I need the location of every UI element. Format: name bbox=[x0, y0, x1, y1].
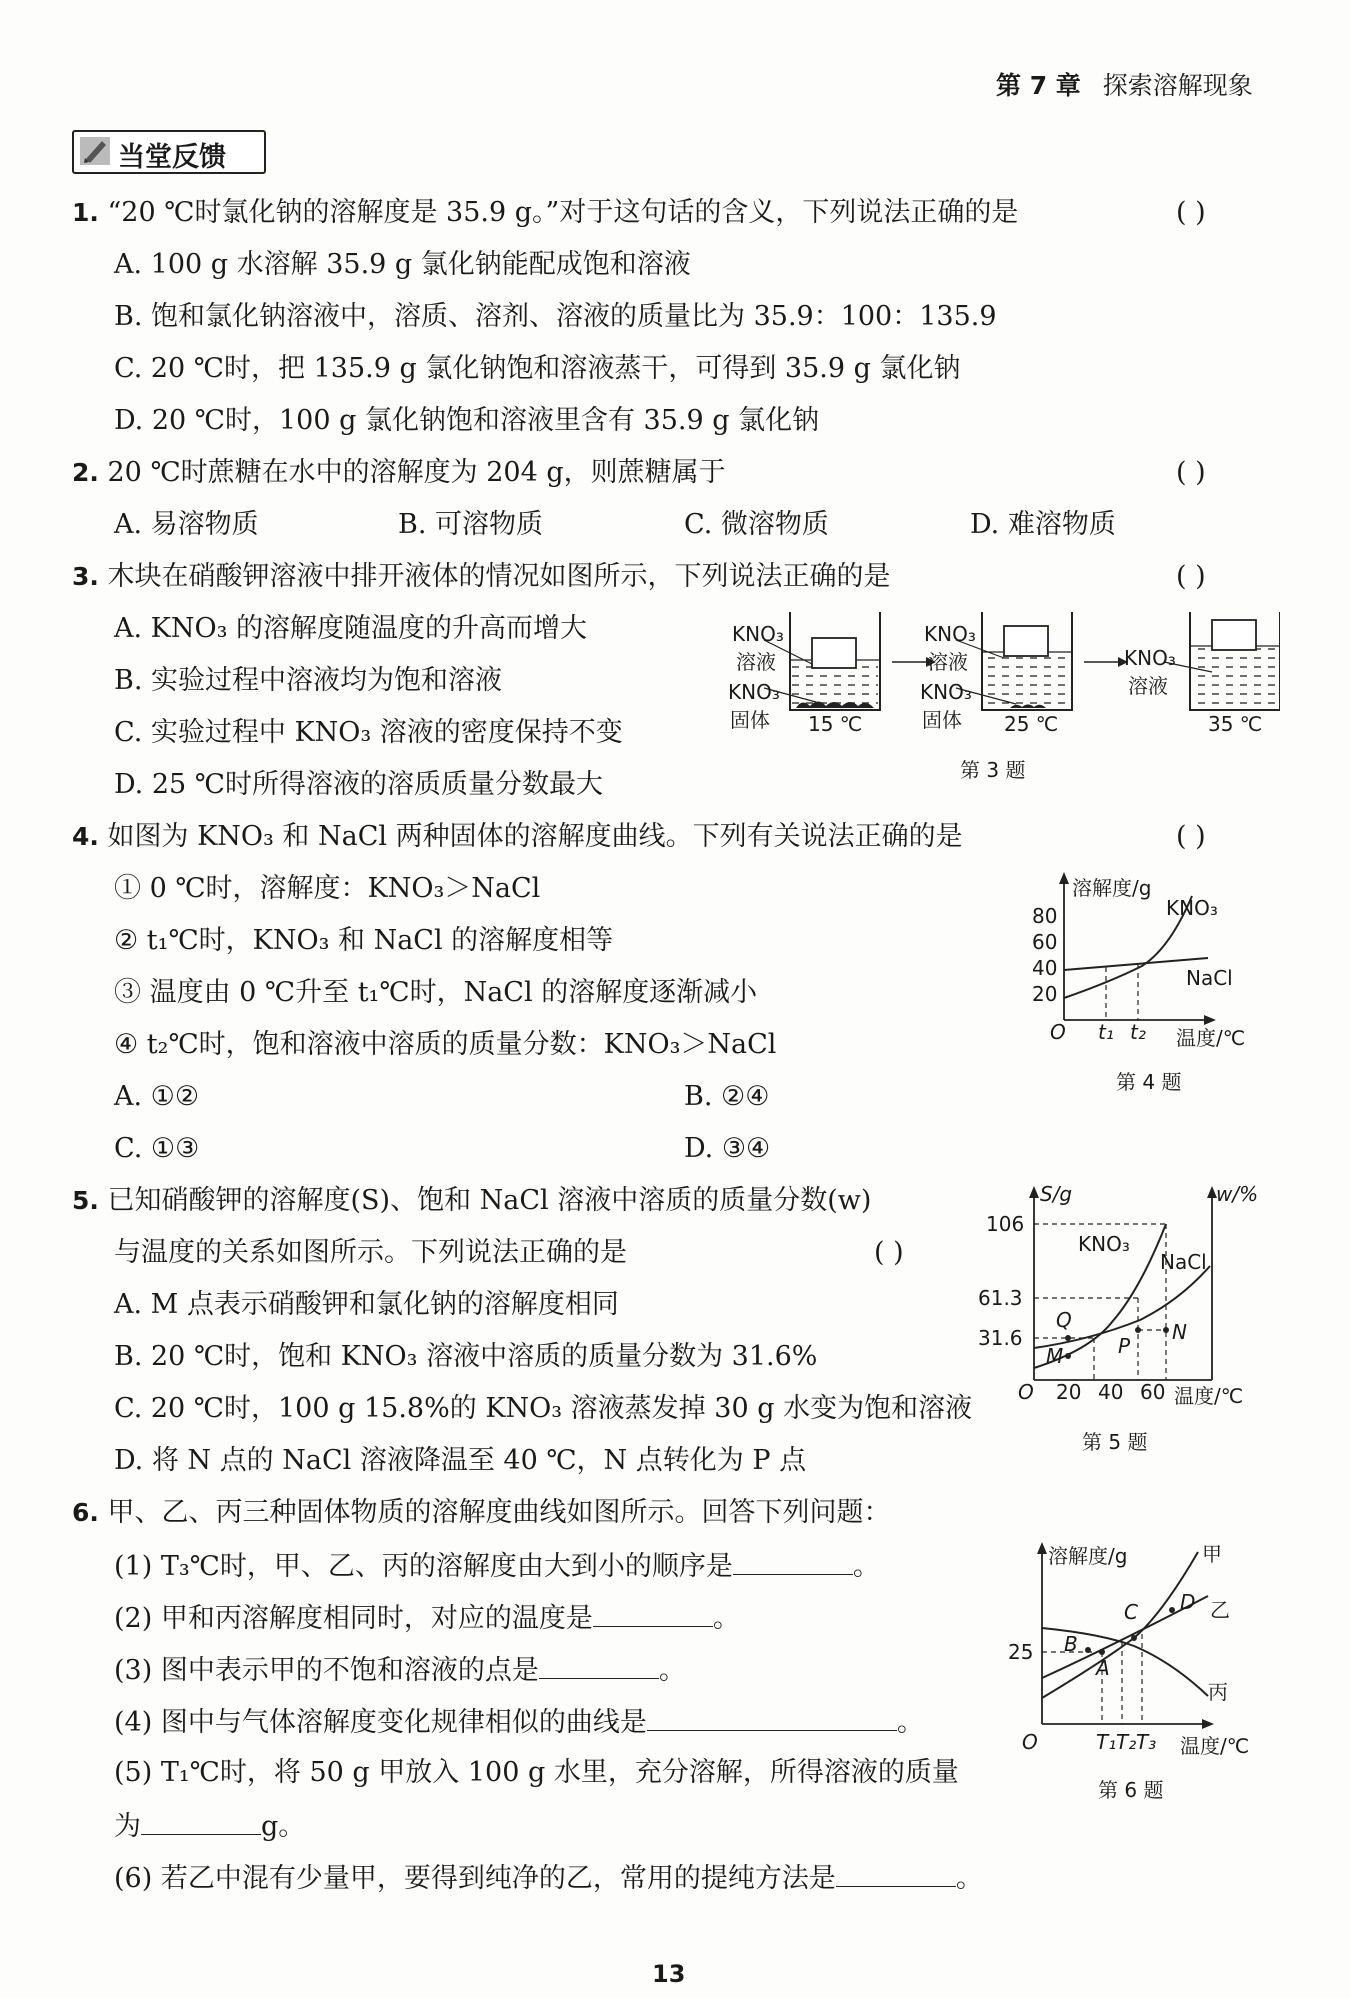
q3-figure bbox=[720, 600, 1280, 750]
q6-point-c bbox=[1131, 1635, 1137, 1641]
q3-solid-label-1b: 固体 bbox=[730, 708, 770, 732]
q6-answer-3[interactable] bbox=[539, 1652, 659, 1679]
q4-stem bbox=[72, 820, 963, 854]
q5-point-m bbox=[1065, 1353, 1071, 1359]
q6-xtick-t1: T₁ bbox=[1096, 1730, 1117, 1754]
q6-point-b bbox=[1085, 1647, 1091, 1653]
beaker-25c bbox=[982, 612, 1072, 710]
q6-part-5-pre: 为 bbox=[114, 1811, 141, 1842]
q5-option-d: D. 将 N 点的 NaCl 溶液降温至 40 ℃，N 点转化为 P 点 bbox=[114, 1445, 807, 1476]
q3-solution-label-3b: 溶液 bbox=[1128, 674, 1168, 698]
q6-ylabel: 溶解度/g bbox=[1048, 1544, 1128, 1568]
q6-part-4 bbox=[114, 1704, 924, 1740]
beaker-15c bbox=[790, 612, 880, 710]
q2-stem bbox=[72, 456, 726, 490]
q3-answer-paren[interactable]: ( ) bbox=[1176, 561, 1206, 592]
q6-origin: O bbox=[1022, 1730, 1038, 1754]
q5-answer-paren[interactable]: ( ) bbox=[874, 1237, 904, 1268]
q5-label-p: P bbox=[1118, 1334, 1131, 1358]
q4-xtick-t2: t₂ bbox=[1130, 1020, 1146, 1044]
q5-point-n bbox=[1163, 1327, 1169, 1333]
q6-answer-5[interactable] bbox=[141, 1808, 261, 1835]
q5-number: 5. bbox=[72, 1186, 99, 1215]
q6-part-3 bbox=[114, 1652, 686, 1688]
q6-stem-text: 甲、乙、丙三种固体物质的溶解度曲线如图所示。回答下列问题： bbox=[107, 1497, 891, 1528]
q1-number: 1. bbox=[72, 198, 99, 227]
q2-option-d: D. 难溶物质 bbox=[970, 509, 1116, 540]
q5-stem-2: 与温度的关系如图所示。下列说法正确的是 bbox=[114, 1237, 627, 1268]
q5-label-n: N bbox=[1172, 1320, 1187, 1344]
q5-series-nacl: NaCl bbox=[1160, 1250, 1207, 1274]
q6-part-4-text: (4) 图中与气体溶解度变化规律相似的曲线是 bbox=[114, 1707, 647, 1738]
q5-ytick-61: 61.3 bbox=[978, 1286, 1023, 1310]
q5-left-axis: S/g bbox=[1040, 1182, 1073, 1206]
q6-part-6-end: 。 bbox=[955, 1863, 983, 1894]
q3-option-b: B. 实验过程中溶液均为饱和溶液 bbox=[114, 665, 503, 696]
q5-xlabel: 温度/℃ bbox=[1174, 1384, 1244, 1408]
q4-option-a: A. ①② bbox=[114, 1081, 200, 1112]
q1-stem bbox=[72, 196, 1018, 230]
q3-temp-25: 25 ℃ bbox=[1004, 712, 1059, 736]
q5-option-b: B. 20 ℃时，饱和 KNO₃ 溶液中溶质的质量分数为 31.6% bbox=[114, 1341, 818, 1372]
q4-statement-2: ② t₁℃时，KNO₃ 和 NaCl 的溶解度相等 bbox=[114, 925, 614, 956]
arrow-2 bbox=[1084, 657, 1128, 667]
q5-option-a: A. M 点表示硝酸钾和氯化钠的溶解度相同 bbox=[114, 1289, 619, 1320]
q3-option-c: C. 实验过程中 KNO₃ 溶液的密度保持不变 bbox=[114, 717, 623, 748]
q6-xtick-t2: T₂ bbox=[1116, 1730, 1137, 1754]
q6-number: 6. bbox=[72, 1498, 99, 1527]
q6-part-5b bbox=[114, 1808, 305, 1844]
q6-answer-1[interactable] bbox=[733, 1548, 853, 1575]
q4-statement-3: ③ 温度由 0 ℃升至 t₁℃时，NaCl 的溶解度逐渐减小 bbox=[114, 977, 758, 1008]
q6-part-1 bbox=[114, 1548, 880, 1584]
section-title-box bbox=[72, 130, 266, 174]
q3-caption: 第 3 题 bbox=[960, 758, 1026, 782]
q3-solid-label-2a: KNO₃ bbox=[920, 680, 972, 704]
q5-stem-1 bbox=[72, 1184, 871, 1218]
q1-option-d: D. 20 ℃时，100 g 氯化钠饱和溶液里含有 35.9 g 氯化钠 bbox=[114, 405, 820, 436]
q3-solid-label-1a: KNO₃ bbox=[728, 680, 780, 704]
q4-option-c: C. ①③ bbox=[114, 1133, 200, 1164]
q4-statement-4: ④ t₂℃时，饱和溶液中溶质的质量分数：KNO₃＞NaCl bbox=[114, 1029, 777, 1060]
q4-series-kno3: KNO₃ bbox=[1166, 896, 1218, 920]
q4-number: 4. bbox=[72, 822, 99, 851]
q5-caption: 第 5 题 bbox=[1082, 1430, 1148, 1454]
q6-series-bing: 丙 bbox=[1208, 1680, 1228, 1704]
beaker-35c bbox=[1190, 612, 1280, 710]
q4-xlabel: 温度/℃ bbox=[1176, 1026, 1246, 1050]
q2-option-a: A. 易溶物质 bbox=[114, 509, 259, 540]
q1-option-c: C. 20 ℃时，把 135.9 g 氯化钠饱和溶液蒸干，可得到 35.9 g 氯化钠 bbox=[114, 353, 961, 384]
q6-part-2-text: (2) 甲和丙溶解度相同时，对应的温度是 bbox=[114, 1603, 593, 1634]
q3-solution-label-1a: KNO₃ bbox=[732, 622, 784, 646]
q6-point-d bbox=[1169, 1607, 1175, 1613]
q6-caption: 第 6 题 bbox=[1098, 1778, 1164, 1802]
chapter-header bbox=[996, 66, 1253, 102]
q4-caption: 第 4 题 bbox=[1116, 1070, 1182, 1094]
q2-option-c: C. 微溶物质 bbox=[684, 509, 829, 540]
q5-right-axis: w/% bbox=[1216, 1182, 1259, 1206]
q4-option-d: D. ③④ bbox=[684, 1133, 771, 1164]
q6-label-c: C bbox=[1124, 1600, 1138, 1624]
q4-xtick-t1: t₁ bbox=[1098, 1020, 1114, 1044]
chapter-number: 第 7 章 bbox=[996, 71, 1081, 100]
q6-ytick-25: 25 bbox=[1008, 1640, 1034, 1664]
q6-part-3-end: 。 bbox=[658, 1655, 686, 1686]
q6-part-5a: (5) T₁℃时，将 50 g 甲放入 100 g 水里，充分溶解，所得溶液的质量 bbox=[114, 1757, 959, 1788]
q6-part-6-text: (6) 若乙中混有少量甲，要得到纯净的乙，常用的提纯方法是 bbox=[114, 1863, 836, 1894]
q4-origin: O bbox=[1050, 1020, 1066, 1044]
q2-number: 2. bbox=[72, 458, 99, 487]
q5-figure bbox=[1000, 1180, 1260, 1400]
q3-solution-label-2a: KNO₃ bbox=[924, 622, 976, 646]
q6-part-2 bbox=[114, 1600, 740, 1636]
q6-stem bbox=[72, 1496, 891, 1530]
q1-option-b: B. 饱和氯化钠溶液中，溶质、溶剂、溶液的质量比为 35.9：100：135.9 bbox=[114, 301, 997, 332]
q6-part-2-end: 。 bbox=[712, 1603, 740, 1634]
q3-solution-label-1b: 溶液 bbox=[736, 650, 776, 674]
q6-xtick-t3: T₃ bbox=[1136, 1730, 1157, 1754]
q6-part-1-end: 。 bbox=[852, 1551, 880, 1582]
q6-label-a: A bbox=[1096, 1656, 1110, 1680]
q4-stem-text: 如图为 KNO₃ 和 NaCl 两种固体的溶解度曲线。下列有关说法正确的是 bbox=[107, 821, 963, 852]
q6-part-3-text: (3) 图中表示甲的不饱和溶液的点是 bbox=[114, 1655, 539, 1686]
q5-series-kno3: KNO₃ bbox=[1078, 1232, 1130, 1256]
q3-stem-text: 木块在硝酸钾溶液中排开液体的情况如图所示，下列说法正确的是 bbox=[107, 561, 891, 592]
q4-ytick-60: 60 bbox=[1032, 930, 1058, 954]
q1-option-a: A. 100 g 水溶解 35.9 g 氯化钠能配成饱和溶液 bbox=[114, 249, 691, 280]
q3-solution-label-2b: 溶液 bbox=[928, 650, 968, 674]
q5-ytick-31: 31.6 bbox=[978, 1326, 1023, 1350]
q3-stem bbox=[72, 560, 891, 594]
q3-temp-15: 15 ℃ bbox=[808, 712, 863, 736]
q5-xtick-40: 40 bbox=[1098, 1380, 1124, 1404]
q4-ytick-20: 20 bbox=[1032, 982, 1058, 1006]
q5-label-m: M bbox=[1046, 1344, 1064, 1368]
q3-number: 3. bbox=[72, 562, 99, 591]
page-number: 13 bbox=[652, 1960, 686, 1988]
q6-part-4-end: 。 bbox=[896, 1707, 924, 1738]
q1-stem-text: “20 ℃时氯化钠的溶解度是 35.9 g。”对于这句话的含义，下列说法正确的是 bbox=[107, 197, 1019, 228]
chapter-title: 探索溶解现象 bbox=[1102, 71, 1253, 100]
q6-series-yi: 乙 bbox=[1210, 1598, 1230, 1622]
q6-part-1-text: (1) T₃℃时，甲、乙、丙的溶解度由大到小的顺序是 bbox=[114, 1551, 733, 1582]
q4-answer-paren[interactable]: ( ) bbox=[1176, 821, 1206, 852]
q4-statement-1: ① 0 ℃时，溶解度：KNO₃＞NaCl bbox=[114, 873, 541, 904]
q6-answer-2[interactable] bbox=[593, 1600, 713, 1627]
q6-label-b: D bbox=[1180, 1590, 1196, 1614]
q5-point-p bbox=[1135, 1327, 1141, 1333]
q6-part-5-post: g。 bbox=[261, 1811, 306, 1842]
q6-series-jia: 甲 bbox=[1202, 1542, 1222, 1566]
q4-ylabel: 溶解度/g bbox=[1072, 876, 1152, 900]
q3-option-a: A. KNO₃ 的溶解度随温度的升高而增大 bbox=[114, 613, 588, 644]
q5-ytick-106: 106 bbox=[986, 1212, 1025, 1236]
q5-stem-text-1: 已知硝酸钾的溶解度(S)、饱和 NaCl 溶液中溶质的质量分数(w) bbox=[107, 1185, 872, 1216]
section-title: 当堂反馈 bbox=[118, 142, 226, 173]
q2-option-b: B. 可溶物质 bbox=[398, 509, 544, 540]
q5-point-q bbox=[1065, 1335, 1071, 1341]
q5-origin: O bbox=[1018, 1380, 1034, 1404]
q2-stem-text: 20 ℃时蔗糖在水中的溶解度为 204 g，则蔗糖属于 bbox=[107, 457, 726, 488]
q6-jia-curve bbox=[1042, 1552, 1198, 1698]
q6-answer-6[interactable] bbox=[836, 1860, 956, 1887]
q3-solution-label-3a: KNO₃ bbox=[1124, 646, 1176, 670]
q3-temp-35: 35 ℃ bbox=[1208, 712, 1263, 736]
q4-ytick-40: 40 bbox=[1032, 956, 1058, 980]
q4-ytick-80: 80 bbox=[1032, 904, 1058, 928]
q5-label-q: Q bbox=[1056, 1308, 1072, 1332]
q2-answer-paren[interactable]: ( ) bbox=[1176, 457, 1206, 488]
q6-answer-4[interactable] bbox=[647, 1704, 897, 1731]
q6-part-6 bbox=[114, 1860, 983, 1896]
q5-xtick-60: 60 bbox=[1140, 1380, 1166, 1404]
feedback-icon bbox=[80, 137, 110, 165]
q5-xtick-20: 20 bbox=[1056, 1380, 1082, 1404]
q5-option-c: C. 20 ℃时，100 g 15.8%的 KNO₃ 溶液蒸发掉 30 g 水变为饱和溶液 bbox=[114, 1393, 973, 1424]
q6-label-point-b: B bbox=[1064, 1632, 1078, 1656]
q4-series-nacl: NaCl bbox=[1186, 966, 1233, 990]
q4-option-b: B. ②④ bbox=[684, 1081, 770, 1112]
q3-option-d: D. 25 ℃时所得溶液的溶质质量分数最大 bbox=[114, 769, 603, 800]
q6-xlabel: 温度/℃ bbox=[1180, 1734, 1250, 1758]
q3-solid-label-2b: 固体 bbox=[922, 708, 962, 732]
q6-point-a bbox=[1099, 1649, 1105, 1655]
q1-answer-paren[interactable]: ( ) bbox=[1176, 197, 1206, 228]
